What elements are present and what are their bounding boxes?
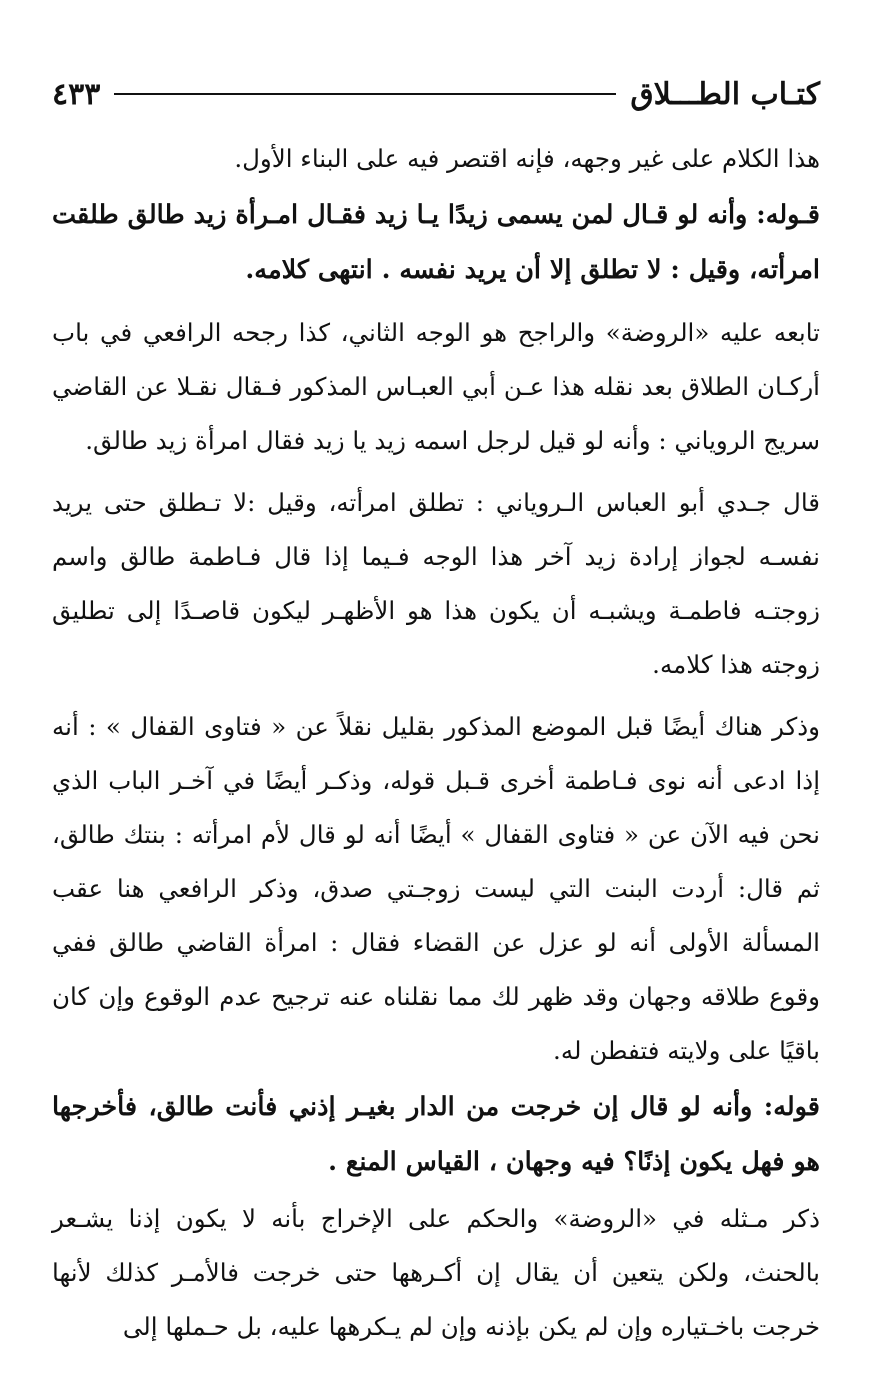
book-page	[52, 70, 820, 1370]
page-header	[52, 70, 820, 118]
quoted-statement-1: قـوله: وأنه لو قـال لمن يسمى زيدًا يـا زيد فقـال امـرأة زيد طالق طلقت امرأته، وقيل : لا تطلق إلا أن يريد نفسه . انتهى كلامه.	[52, 200, 820, 285]
paragraph-continuation: هذا الكلام على غير وجهه، فإنه اقتصر فيه على البناء الأول.	[234, 144, 820, 173]
page-content	[52, 132, 820, 1354]
commentary-paragraph-1: تابعه عليه «الروضة» والراجح هو الوجه الثاني، كذا رجحه الرافعي في باب أركـان الطلاق بعد نقله هذا عـن أبي العبـاس المذكور فـقال نقـلا عن القاضي سريج الروياني : وأنه لو قيل لرجل اسمه زيد يا زيد فقال امرأة زيد طالق.	[52, 318, 820, 455]
chapter-title: كتـاب الطـــلاق	[630, 76, 820, 112]
page-number: ٤٣٣	[52, 76, 101, 112]
commentary-paragraph-2: قال جـدي أبو العباس الـروياني : تطلق امرأته، وقيل :لا تـطلق حتى يريد نفسـه لجواز إرادة زيد آخر هذا الوجه فـيما إذا قال فـاطمة طالق واسم زوجتـه فاطمـة ويشبـه أن يكون هذا هو الأظهـر ليكون قاصـدًا إلى تطليق زوجته هذا كلامه.	[52, 488, 820, 679]
commentary-paragraph-4: ذكر مـثله في «الروضة» والحكم على الإخراج بأنه لا يكون إذنا يشـعر بالحنث، ولكن يتعين أن يقال إن أكـرهها حتى خرجت فالأمـر كذلك لأنها خرجت باخـتياره وإن لم يكن بإذنه وإن لم يـكرهها عليه، بل حـملها إلى	[52, 1204, 820, 1341]
header-rule	[114, 93, 616, 95]
commentary-paragraph-3: وذكر هناك أيضًا قبل الموضع المذكور بقليل نقلاً عن « فتاوى القفال » : أنه إذا ادعى أنه نوى فـاطمة أخرى قـبل قوله، وذكـر أيضًا في آخـر الباب الذي نحن فيه الآن عن « فتاوى القفال » أيضًا أنه لو قال لأم امرأته : بنتك طالق، ثم قال: أردت البنت التي ليست زوجـتي صدق، وذكر الرافعي هنا عقب المسألة الأولى أنه لو عزل عن القضاء فقال : امرأة القاضي طالق ففي وقوع طلاقه وجهان وقد ظهر لك مما نقلناه عنه ترجيح عدم الوقوع وإن كان باقيًا على ولايته فتفطن له.	[52, 712, 820, 1065]
quoted-statement-2: قوله: وأنه لو قال إن خرجت من الدار بغيـر إذني فأنت طالق، فأخرجها هو فهل يكون إذنًا؟ فيه وجهان ، القياس المنع .	[52, 1092, 820, 1177]
